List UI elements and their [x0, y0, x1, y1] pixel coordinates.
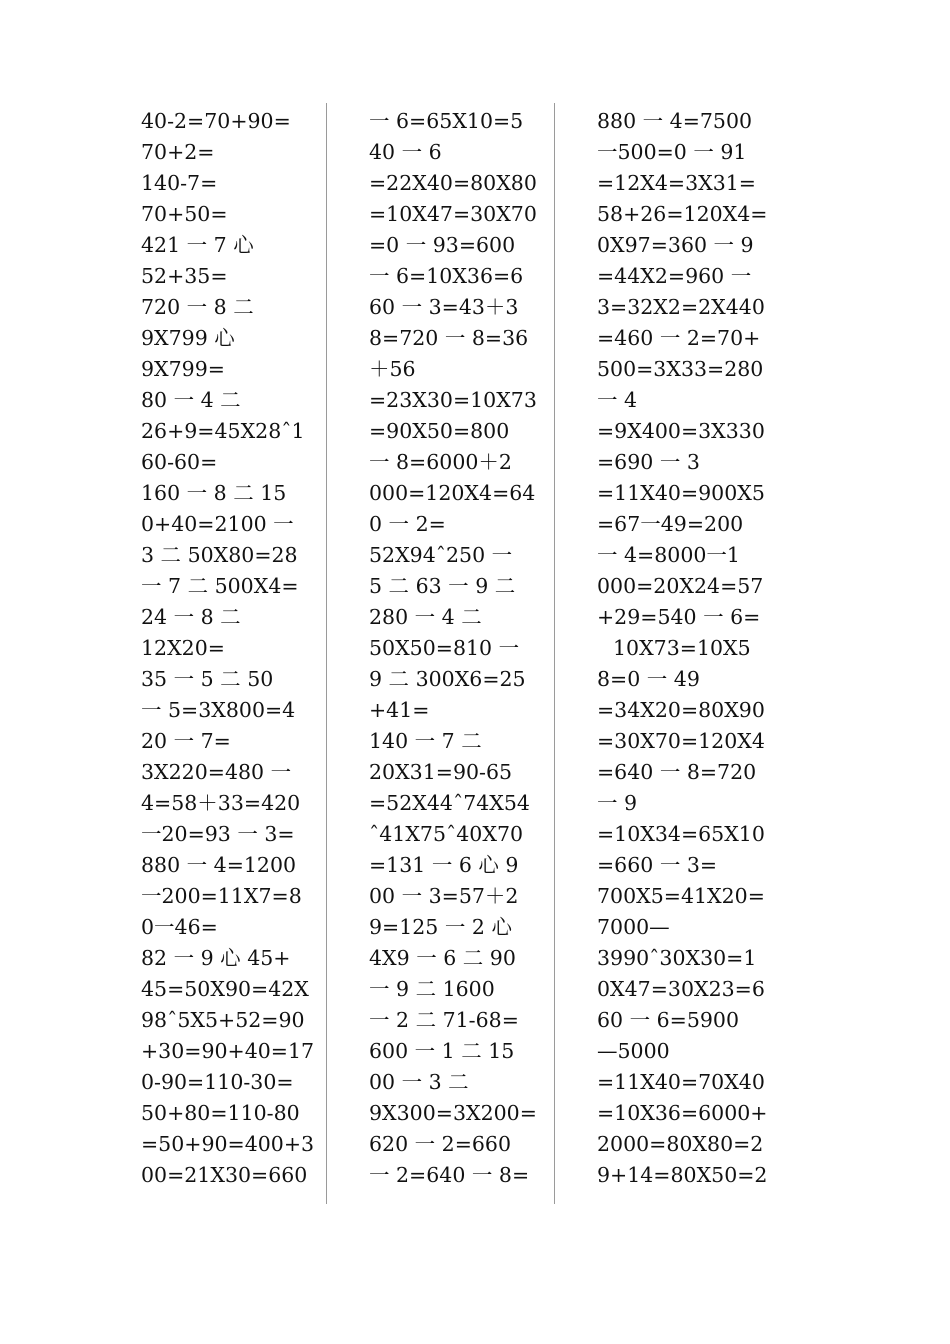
equation-line: 12X20=: [141, 636, 225, 660]
equation-line: =67一49=200: [597, 512, 744, 536]
equation-line: 2000=80X80=2: [597, 1132, 764, 1156]
equation-line: 20 一 7=: [141, 729, 231, 753]
equation-line: =690 一 3: [597, 450, 700, 474]
equation-line: 一 4=8000一1: [597, 543, 740, 567]
equation-line: 8=720 一 8=36: [369, 326, 529, 350]
equation-line: 26+9=45X28ˆ1: [141, 419, 305, 443]
equation-line: 880 一 4=7500: [597, 109, 753, 133]
equation-line: =460 一 2=70+: [597, 326, 761, 350]
equation-line: 一 5=3X800=4: [141, 698, 296, 722]
equation-line: 20X31=90-65: [369, 760, 513, 784]
equation-line: =34X20=80X90: [597, 698, 765, 722]
column-3: [597, 106, 772, 1191]
equation-line: 4X9 一 6 二 90: [369, 946, 516, 970]
equation-line: 280 一 4 二: [369, 605, 482, 629]
equation-line: 720 一 8 二: [141, 295, 254, 319]
equation-line: =10X34=65X10: [597, 822, 765, 846]
equation-line: 000=120X4=64: [369, 481, 536, 505]
equation-line: 7000—: [597, 915, 670, 939]
equation-line: 50X50=810 一: [369, 636, 520, 660]
equation-line: =640 一 8=720: [597, 760, 757, 784]
equation-line: 9=125 一 2 心: [369, 915, 512, 939]
equation-line: =23X30=10X73: [369, 388, 537, 412]
equation-line: =12X4=3X31=: [597, 171, 756, 195]
equation-line: ˆ41X75ˆ40X70: [369, 822, 524, 846]
equation-line: 9X300=3X200=: [369, 1101, 537, 1125]
equation-line: 一 2=640 一 8=: [369, 1163, 530, 1187]
equation-line: 98ˆ5X5+52=90: [141, 1008, 305, 1032]
equation-line: 140 一 7 二: [369, 729, 482, 753]
equation-line: 52+35=: [141, 264, 228, 288]
equation-line: 40-2=70+90=: [141, 109, 291, 133]
equation-line: 3 二 50X80=28: [141, 543, 298, 567]
column-divider: [326, 103, 327, 1204]
equation-line: 3X220=480 一: [141, 760, 292, 784]
equation-line: 一 6=65X10=5: [369, 109, 524, 133]
equation-line: 500=3X33=280: [597, 357, 764, 381]
equation-line: =44X2=960 一: [597, 264, 752, 288]
equation-line: 70+50=: [141, 202, 228, 226]
equation-line: 52X94ˆ250 一: [369, 543, 513, 567]
equation-line: =90X50=800: [369, 419, 510, 443]
equation-line: =52X44ˆ74X54: [369, 791, 530, 815]
equation-line: =0 一 93=600: [369, 233, 516, 257]
equation-line: 82 一 9 心 45+: [141, 946, 291, 970]
equation-line: 00 一 3 二: [369, 1070, 469, 1094]
equation-line: 50+80=110-80: [141, 1101, 300, 1125]
equation-line: =10X36=6000+: [597, 1101, 768, 1125]
equation-line: =22X40=80X80: [369, 171, 537, 195]
equation-line: 一500=0 一 91: [597, 140, 747, 164]
equation-line: 一 8=6000＋2: [369, 450, 512, 474]
equation-line: 一 7 二 500X4=: [141, 574, 299, 598]
equation-line: 60 一 3=43＋3: [369, 295, 519, 319]
equation-line: 140-7=: [141, 171, 218, 195]
equation-line: 24 一 8 二: [141, 605, 241, 629]
equation-line: 0-90=110-30=: [141, 1070, 294, 1094]
equation-line: 9X799=: [141, 357, 225, 381]
equation-line: 40 一 6: [369, 140, 442, 164]
equation-line: 8=0 一 49: [597, 667, 700, 691]
equation-line: 0 一 2=: [369, 512, 446, 536]
equation-line: 9X799 心: [141, 326, 235, 350]
column-1: [141, 106, 316, 1191]
equation-line: =9X400=3X330: [597, 419, 765, 443]
equation-line: 620 一 2=660: [369, 1132, 512, 1156]
equation-line: 一 9 二 1600: [369, 977, 495, 1001]
equation-line: 4=58＋33=420: [141, 791, 301, 815]
equation-line: 60 一 6=5900: [597, 1008, 740, 1032]
equation-line: 一 2 二 71-68=: [369, 1008, 519, 1032]
equation-line: 0X97=360 一 9: [597, 233, 754, 257]
equation-line: =10X47=30X70: [369, 202, 537, 226]
equation-line: 160 一 8 二 15: [141, 481, 287, 505]
equation-line: ＋56: [369, 357, 416, 381]
equation-line: 9+14=80X50=2: [597, 1163, 768, 1187]
equation-line: 700X5=41X20=: [597, 884, 765, 908]
equation-line: 45=50X90=42X: [141, 977, 309, 1001]
equation-line: 000=20X24=57: [597, 574, 764, 598]
equation-line: 880 一 4=1200: [141, 853, 297, 877]
equation-line: 600 一 1 二 15: [369, 1039, 515, 1063]
equation-line: 9 二 300X6=25: [369, 667, 526, 691]
equation-line: +41=: [369, 698, 430, 722]
equation-line: 35 一 5 二 50: [141, 667, 274, 691]
equation-line: 一 6=10X36=6: [369, 264, 524, 288]
equation-line: 3=32X2=2X440: [597, 295, 765, 319]
equation-line: =30X70=120X4: [597, 729, 765, 753]
equation-line: =660 一 3=: [597, 853, 718, 877]
equation-line: 00 一 3=57＋2: [369, 884, 519, 908]
equation-line: 5 二 63 一 9 二: [369, 574, 516, 598]
equation-line: 一 4: [597, 388, 638, 412]
column-divider: [554, 103, 555, 1204]
equation-line: 10X73=10X5: [613, 636, 751, 660]
equation-line: 421 一 7 心: [141, 233, 254, 257]
equation-line: 70+2=: [141, 140, 215, 164]
equation-line: 一20=93 一 3=: [141, 822, 295, 846]
equation-line: 一200=11X7=8: [141, 884, 302, 908]
equation-line: 80 一 4 二: [141, 388, 241, 412]
equation-line: =11X40=70X40: [597, 1070, 765, 1094]
equation-line: 58+26=120X4=: [597, 202, 768, 226]
equation-line: 60-60=: [141, 450, 218, 474]
equation-line: +29=540 一 6=: [597, 605, 761, 629]
equation-line: =131 一 6 心 9: [369, 853, 519, 877]
equation-line: 0X47=30X23=6: [597, 977, 765, 1001]
equation-line: 3990ˆ30X30=1: [597, 946, 757, 970]
equation-line: +30=90+40=17: [141, 1039, 315, 1063]
equation-line: 00=21X30=660: [141, 1163, 308, 1187]
equation-line: 0一46=: [141, 915, 218, 939]
equation-line: =50+90=400+3: [141, 1132, 315, 1156]
equation-line: =11X40=900X5: [597, 481, 765, 505]
equation-line: —5000: [597, 1039, 670, 1063]
column-2: [369, 106, 544, 1191]
equation-line: 0+40=2100 一: [141, 512, 294, 536]
equation-line: 一 9: [597, 791, 638, 815]
